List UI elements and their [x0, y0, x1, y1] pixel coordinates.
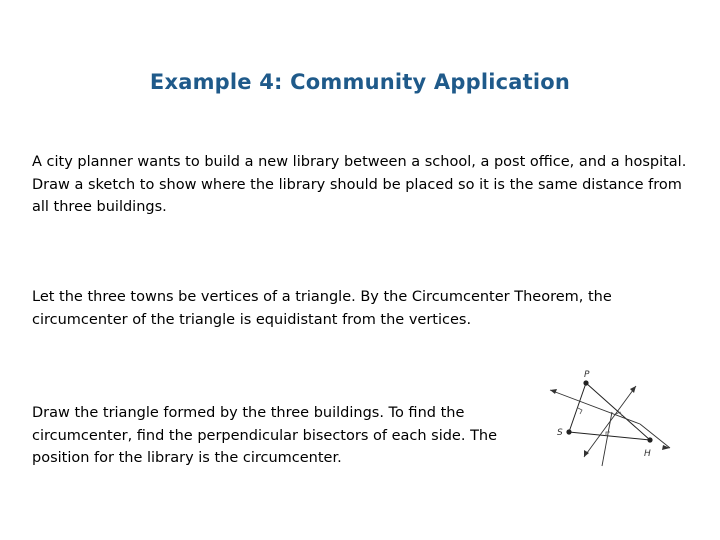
side-sh: [569, 432, 650, 440]
arrowhead: [550, 389, 557, 394]
vertex-label-h: H: [644, 449, 651, 459]
construction-instructions: Draw the triangle formed by the three buildings. To find the circumcenter, find the perpendicular bisectors of each side. The position for the library is the circumcenter.: [32, 405, 498, 466]
circumcenter-diagram-svg: [540, 362, 680, 470]
bisector-1: [550, 390, 640, 424]
vertex-p: [583, 380, 588, 385]
slide-title: Example 4: Community Application: [149, 70, 571, 94]
bisector-tail: [640, 424, 670, 448]
right-angle-mark: [578, 408, 582, 414]
vertex-h: [647, 437, 652, 442]
side-ps: [569, 383, 586, 432]
theorem-explanation: Let the three towns be vertices of a triangle. By the Circumcenter Theorem, the circumcenter of the triangle is equidistant from the vertices.: [32, 289, 612, 328]
vertex-label-s: S: [557, 428, 563, 438]
vertex-label-p: P: [584, 370, 590, 380]
circumcenter-diagram: [540, 362, 680, 470]
problem-statement: A city planner wants to build a new library between a school, a post office, and a hospital. Draw a sketch to show where the library should be placed so it is the same distance from all three buildings.: [32, 154, 687, 215]
side-ph: [586, 383, 650, 440]
bisector-3: [602, 412, 612, 466]
arrowhead: [630, 386, 636, 393]
vertex-s: [566, 429, 571, 434]
